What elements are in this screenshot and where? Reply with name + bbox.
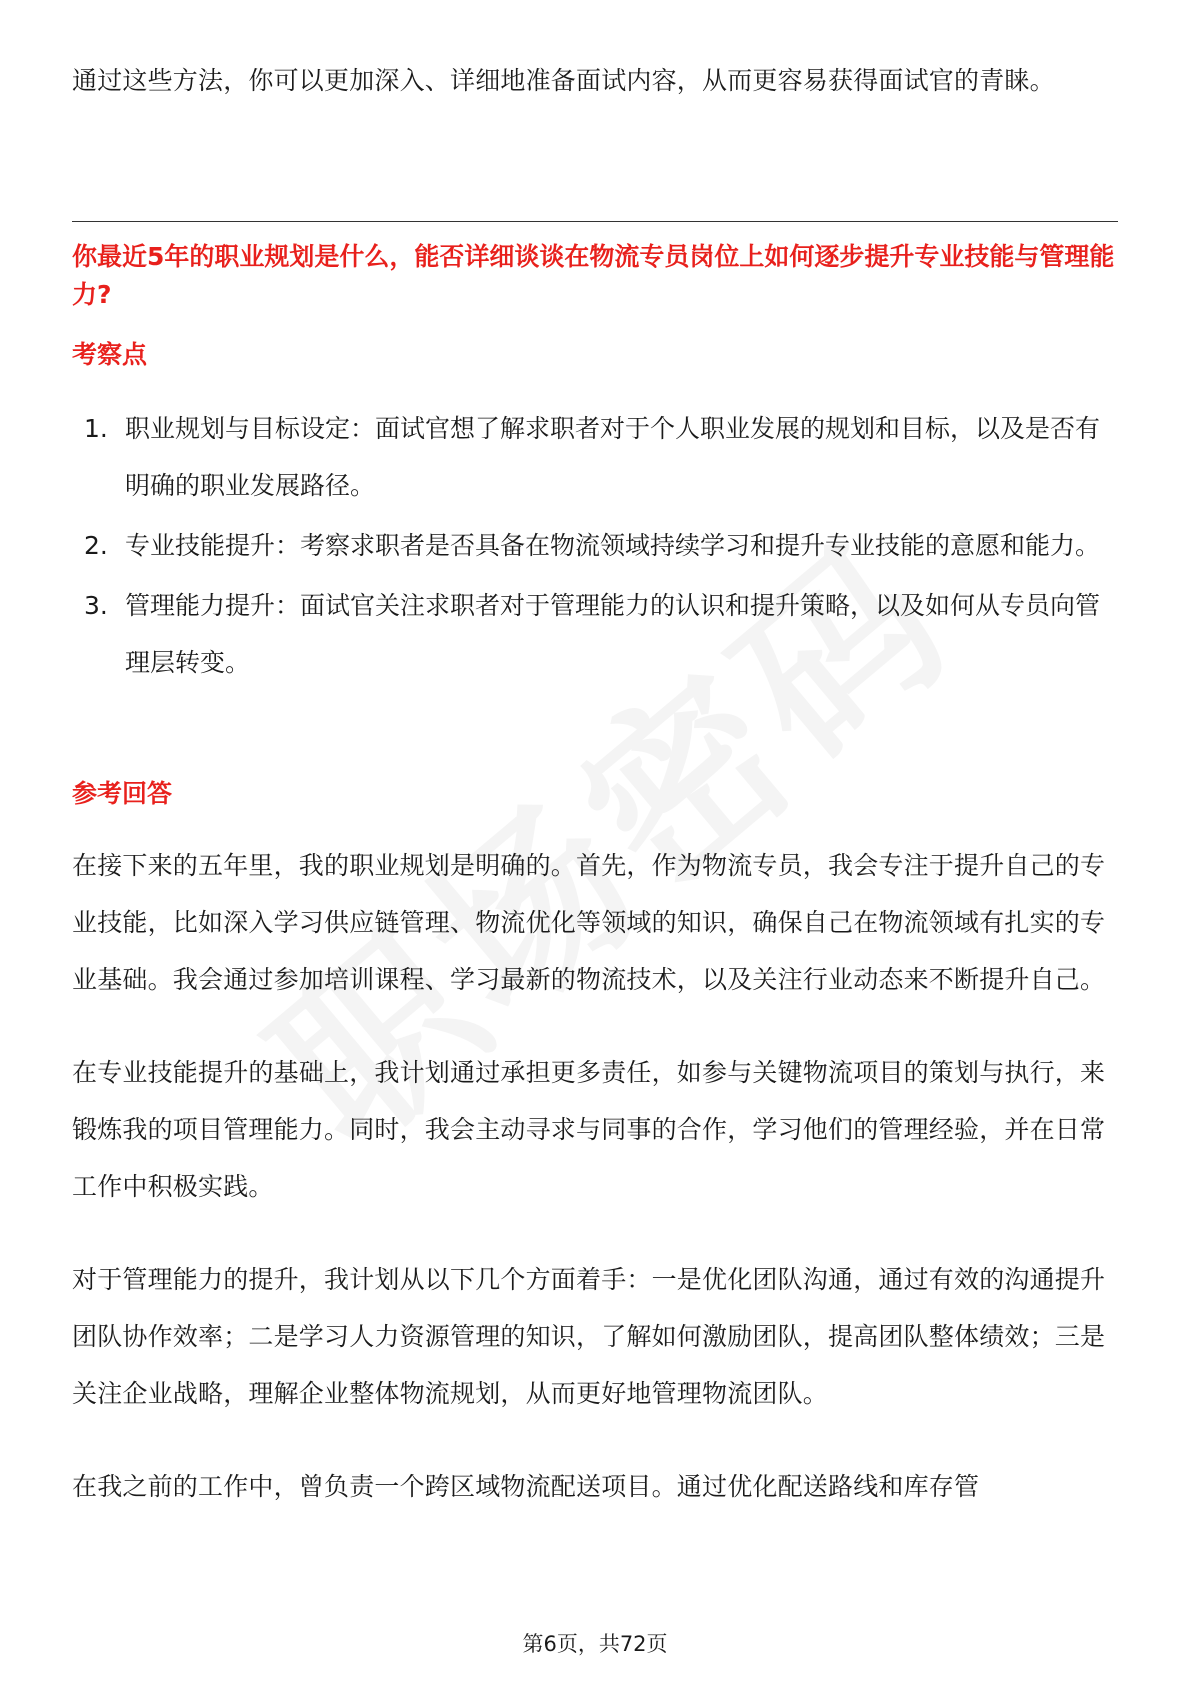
answer-paragraph: 对于管理能力的提升，我计划从以下几个方面着手：一是优化团队沟通，通过有效的沟通提升团队协作效率；二是学习人力资源管理的知识，了解如何激励团队，提高团队整体绩效；三是关注企业战略，理解企业整体物流规划，从而更好地管理物流团队。 — [72, 1265, 1106, 1408]
list-item-number: 2. — [84, 531, 108, 560]
points-section-title: 考察点 — [72, 340, 148, 369]
list-item-text: 职业规划与目标设定：面试官想了解求职者对于个人职业发展的规划和目标，以及是否有明确的职业发展路径。 — [125, 414, 1101, 500]
answer-body — [72, 837, 1118, 1551]
intro-paragraph: 通过这些方法，你可以更加深入、详细地准备面试内容，从而更容易获得面试官的青睐。 — [72, 66, 1055, 95]
page-number: 第6页，共72页 — [522, 1632, 668, 1656]
list-item-number: 1. — [84, 414, 108, 443]
answer-paragraph: 在接下来的五年里，我的职业规划是明确的。首先，作为物流专员，我会专注于提升自己的专业技能，比如深入学习供应链管理、物流优化等领域的知识，确保自己在物流领域有扎实的专业基础。我会通过参加培训课程、学习最新的物流技术，以及关注行业动态来不断提升自己。 — [72, 851, 1106, 994]
list-item-text: 管理能力提升：面试官关注求职者对于管理能力的认识和提升策略，以及如何从专员向管理层转变。 — [125, 591, 1101, 677]
answer-section-title: 参考回答 — [72, 779, 173, 808]
answer-paragraph: 在专业技能提升的基础上，我计划通过承担更多责任，如参与关键物流项目的策划与执行，来锻炼我的项目管理能力。同时，我会主动寻求与同事的合作，学习他们的管理经验，并在日常工作中积极实践。 — [72, 1058, 1106, 1201]
list-item — [72, 400, 1118, 514]
answer-paragraph: 在我之前的工作中，曾负责一个跨区域物流配送项目。通过优化配送路线和库存管 — [72, 1472, 980, 1501]
list-item-number: 3. — [84, 591, 108, 620]
list-item — [72, 577, 1118, 691]
list-item — [72, 517, 1118, 574]
points-list — [72, 400, 1118, 694]
question-heading: 你最近5年的职业规划是什么，能否详细谈谈在物流专员岗位上如何逐步提升专业技能与管理能力? — [72, 242, 1115, 309]
section-divider — [72, 221, 1118, 222]
list-item-text: 专业技能提升：考察求职者是否具备在物流领域持续学习和提升专业技能的意愿和能力。 — [125, 531, 1101, 560]
